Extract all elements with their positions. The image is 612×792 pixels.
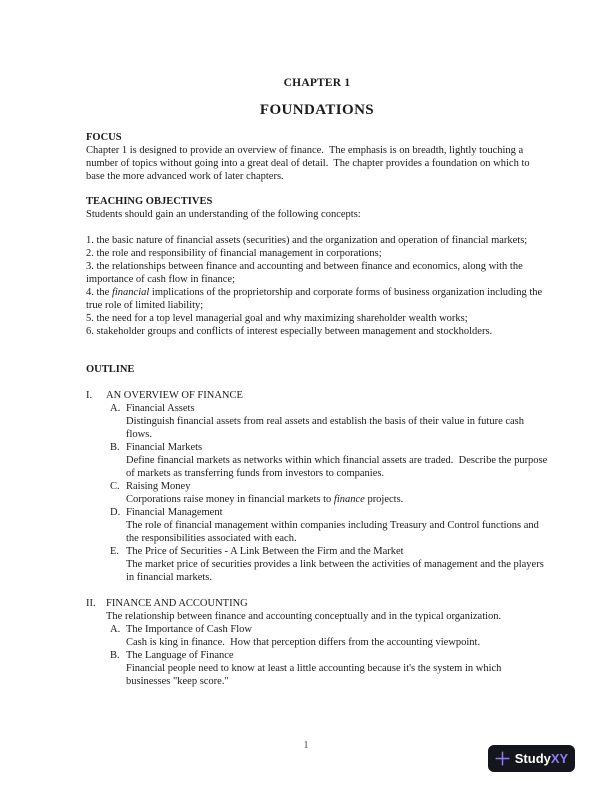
objective-item (86, 325, 548, 338)
outline-section-1 (86, 389, 548, 584)
outline-item (110, 623, 548, 649)
outline-item-letter: D. (110, 507, 121, 518)
focus-section (86, 131, 548, 183)
objective-text: 2. the role and responsibility of financial management in corporations; (86, 248, 382, 259)
objective-emphasis: financial (111, 287, 150, 298)
outline-item (110, 649, 548, 688)
outline-section (86, 363, 548, 688)
objective-item (86, 312, 548, 325)
outline-item-desc: Distinguish financial assets from real assets and establish the basis of their value in future cash flows. (126, 416, 527, 440)
outline-item-desc: Financial people need to know at least a little accounting because it's the system in which businesses "keep score." (126, 663, 505, 687)
outline-item-desc: Cash is king in finance. How that perception differs from the accounting viewpoint. (126, 637, 481, 648)
outline-item-title: The Language of Finance (126, 650, 234, 661)
brand-name-primary: Study (514, 751, 551, 766)
outline-item-title: The Price of Securities - A Link Between the Firm and the Market (126, 546, 404, 557)
outline-item (110, 402, 548, 441)
page-title: FOUNDATIONS (259, 102, 375, 118)
outline-item-letter: E. (110, 546, 120, 557)
teaching-objectives-intro: Students should gain an understanding of the following concepts: (86, 209, 361, 220)
outline-item-desc: Define financial markets as networks within which financial assets are traded. Describe the purpose of markets as transferring funds from investors to companies. (126, 455, 550, 479)
outline-item (110, 441, 548, 480)
outline-item (110, 506, 548, 545)
objective-text: 5. the need for a top level managerial goal and why maximizing shareholder wealth works; (86, 313, 468, 324)
outline-item-title: Raising Money (126, 481, 191, 492)
brand-name (515, 752, 568, 765)
teaching-objectives-heading: TEACHING OBJECTIVES (86, 196, 213, 207)
outline-item-title: Financial Management (126, 507, 223, 518)
outline-item-title: Financial Assets (126, 403, 195, 414)
objective-item (86, 234, 548, 247)
outline-item (110, 480, 548, 506)
studyxy-watermark (488, 745, 575, 772)
focus-heading: FOCUS (86, 132, 122, 143)
outline-section-2 (86, 597, 548, 688)
outline-item (110, 545, 548, 584)
outline-section-title: FINANCE AND ACCOUNTING (106, 598, 248, 609)
outline-item-desc: The role of financial management within companies including Treasury and Control functions and the responsibilities associated with each. (126, 520, 542, 544)
outline-item-letter: A. (110, 403, 121, 414)
outline-item-desc: Corporations raise money in financial markets to finance projects. (126, 494, 404, 505)
outline-section-title: AN OVERVIEW OF FINANCE (106, 390, 243, 401)
objective-text: 6. stakeholder groups and conflicts of interest especially between management and stockholders. (86, 326, 493, 337)
objectives-list (86, 234, 548, 338)
outline-item-letter: A. (110, 624, 121, 635)
outline-section-intro: The relationship between finance and accounting conceptually and in the typical organization. (106, 611, 502, 622)
outline-numeral: II. (86, 598, 96, 609)
objective-text: 4. the (86, 287, 112, 298)
teaching-objectives-section (86, 195, 548, 338)
objective-text: implications of the proprietorship and corporate forms of business organization including the true role of limited liability; (86, 287, 545, 311)
chapter-label: CHAPTER 1 (283, 77, 351, 89)
focus-body: Chapter 1 is designed to provide an overview of finance. The emphasis is on breadth, lightly touching a number of topics without going into a great deal of detail. The chapter provides a foundation on which to base the more advanced work of later chapters. (86, 145, 533, 182)
objective-text: 3. the relationships between finance and accounting and between finance and economics, along with the importance of cash flow in finance; (86, 261, 526, 285)
objective-item (86, 260, 548, 286)
outline-heading: OUTLINE (86, 364, 135, 375)
outline-item-title: The Importance of Cash Flow (126, 624, 252, 635)
outline-item-letter: C. (110, 481, 120, 492)
page-number: 1 (303, 740, 309, 751)
outline-item-letter: B. (110, 650, 120, 661)
objective-item (86, 286, 548, 312)
outline-item-letter: B. (110, 442, 120, 453)
outline-numeral: I. (86, 390, 93, 401)
brand-name-accent: XY (550, 751, 569, 766)
outline-item-title: Financial Markets (126, 442, 203, 453)
outline-item-desc: The market price of securities provides a link between the activities of management and the players in financial markets. (126, 559, 547, 583)
objective-text: 1. the basic nature of financial assets (securities) and the organization and operation of financial markets; (86, 235, 528, 246)
plus-icon (495, 751, 510, 766)
objective-item (86, 247, 548, 260)
